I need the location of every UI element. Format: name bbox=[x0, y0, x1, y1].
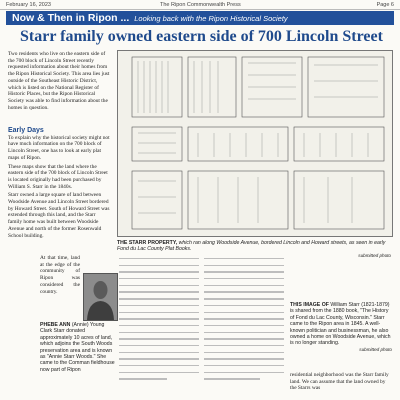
map-caption-text: which ran along Woodside Avenue, bordered Lincoln and Howard streets, as seen in early Fond du Lac County Plat Books. bbox=[117, 240, 386, 253]
top-folio-bar bbox=[0, 0, 400, 10]
portrait-silhouette bbox=[84, 274, 117, 320]
this-image-caption bbox=[290, 302, 392, 353]
article-headline: Starr family owned eastern side of 700 Lincoln Street bbox=[20, 28, 383, 45]
plat-map-drawing bbox=[118, 51, 392, 236]
bottom-right-text: residential neighborhood was the Starr family land. We can assume that the land owned by the Starrs was bbox=[290, 372, 389, 392]
page-date: February 16, 2023 bbox=[6, 1, 51, 8]
portrait-caption-text: (Annie) Young Clark Starr donated approximately 10 acres of land, which adjoins the South Woods preservation area and is known as "Annie Starr Woods." She came to the Comman fieldhouse now part of Ripon bbox=[40, 322, 115, 373]
page-number: Page 6 bbox=[376, 1, 394, 8]
intro-paragraph: Two residents who live on the eastern side of the 700 block of Lincoln Street recently requested information about their homes from the Ripon Historical Society. This area lies just outside of the Southeast Historic District, which is listed on the National Register of Historic Places, but the Ripon Historical Society was able to find information about the homes in question. bbox=[8, 51, 110, 111]
banner-title: Now & Then in Ripon ... bbox=[12, 12, 130, 24]
this-image-caption-lead: THIS IMAGE OF bbox=[290, 302, 329, 308]
column-2-text bbox=[119, 258, 199, 385]
section-banner bbox=[6, 11, 394, 25]
this-image-caption-text: William Starr (1821-1879) is shared from the 1880 book, "The History of Fond du Lac County, Wisconsin." Starr came to the Ripon area in 1845. A well-known politician and businessman, he also owned a home on Woodside Avenue, which is no longer standing. bbox=[290, 302, 391, 347]
early-days-text: To explain why the historical society might not have much information on the 700 block of Lincoln Street, one has to look at early plat maps of Ripon. bbox=[8, 134, 110, 161]
map-caption-lead: THE STARR PROPERTY, bbox=[117, 240, 178, 246]
early-days-section bbox=[8, 128, 110, 239]
column-3-text bbox=[204, 258, 284, 385]
map-caption-credit: submitted photo bbox=[358, 252, 391, 258]
publication-name: The Ripon Commonwealth Press bbox=[160, 1, 241, 8]
early-days-heading: Early Days bbox=[8, 127, 44, 134]
portrait-photo bbox=[83, 273, 118, 321]
map-caption bbox=[117, 240, 391, 259]
col1-lower-text: At that time, land at the edge of the community of Ripon was considered the country. bbox=[40, 255, 80, 295]
this-image-caption-credit: submitted photo bbox=[359, 346, 392, 352]
banner-subtitle: Looking back with the Ripon Historical Society bbox=[134, 13, 288, 23]
plat-map-image bbox=[117, 50, 393, 237]
col1-mid-text: Starr owned a large square of land between Woodside Avenue and Lincoln Street bordered by Howard Street. South of Howard Street was extended through this land, and the Starr family home was built between Woodside Avenue and north of the former Rosenwald School building. bbox=[8, 192, 110, 239]
ownership-text: These maps show that the land where the eastern side of the 700 block of Lincoln Street is located originally had been purchased by William S. Starr in the 1840s. bbox=[8, 163, 108, 190]
portrait-caption bbox=[40, 322, 116, 373]
portrait-caption-lead: PHEBE ANN bbox=[40, 322, 71, 328]
